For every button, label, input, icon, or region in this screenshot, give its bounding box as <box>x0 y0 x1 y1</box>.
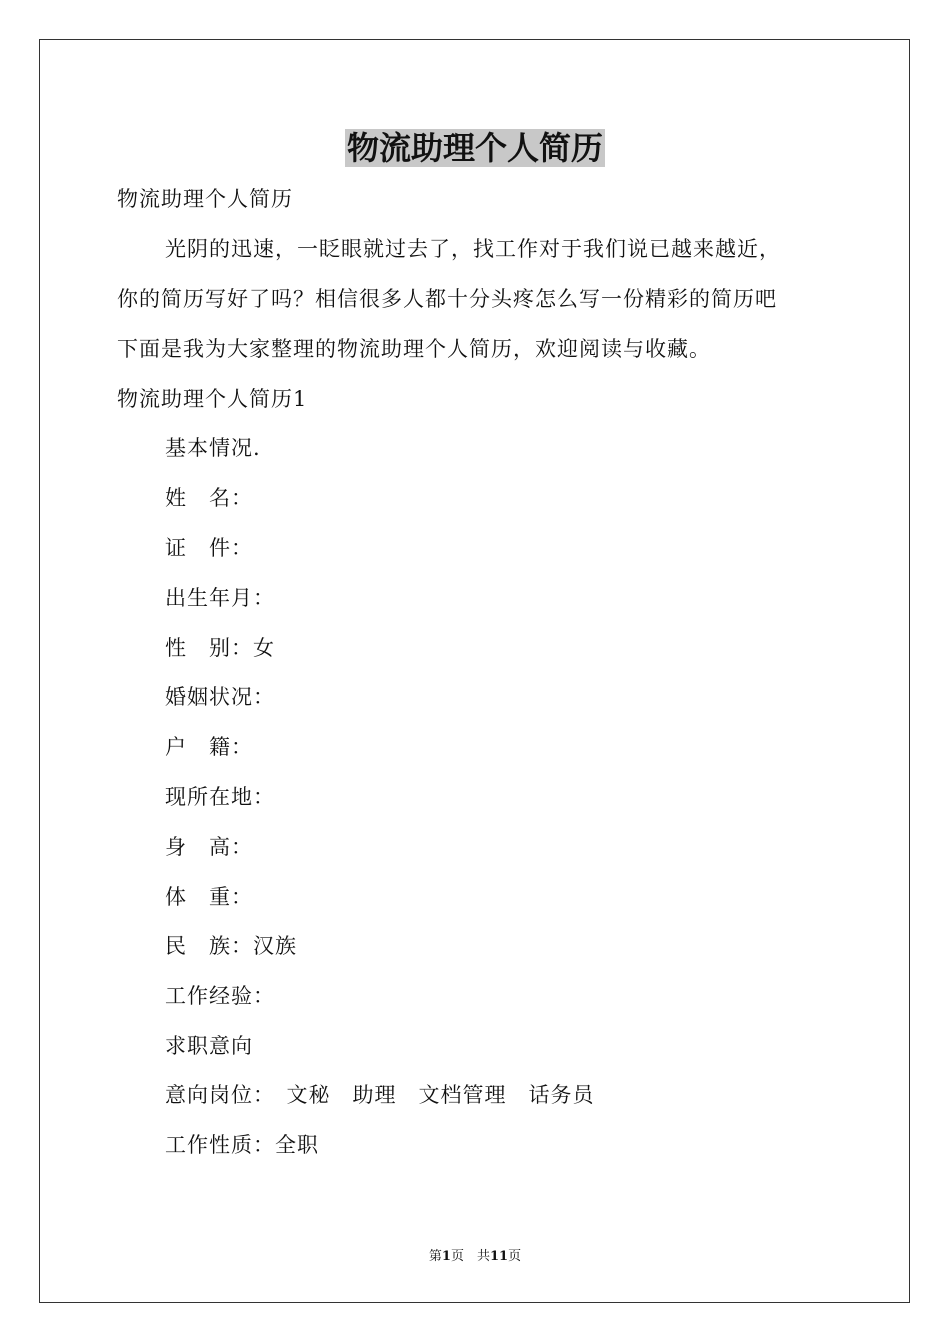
basic-info-heading: 基本情况. <box>165 436 261 460</box>
section-heading-1: 物流助理个人简历1 <box>117 387 308 411</box>
field-experience: 工作经验： <box>165 984 275 1008</box>
footer-page-suffix: 页 共 <box>450 1249 490 1264</box>
field-hukou: 户 籍： <box>165 735 253 759</box>
page-footer <box>0 1248 950 1266</box>
footer-page-number: 1 <box>441 1249 451 1264</box>
intro-line-2: 你的简历写好了吗？相信很多人都十分头疼怎么写一份精彩的简历吧 <box>117 287 777 311</box>
page-border <box>39 39 910 1303</box>
field-id: 证 件： <box>165 536 253 560</box>
document-title <box>0 126 950 170</box>
field-birth: 出生年月： <box>165 586 275 610</box>
footer-total-pages: 11 <box>489 1249 509 1264</box>
field-gender: 性 别：女 <box>165 636 275 660</box>
field-location: 现所在地： <box>165 785 275 809</box>
field-marital: 婚姻状况： <box>165 685 275 709</box>
work-type: 工作性质：全职 <box>165 1133 319 1157</box>
field-name: 姓 名： <box>165 486 253 510</box>
field-ethnicity: 民 族：汉族 <box>165 934 297 958</box>
footer-total-suffix: 页 <box>508 1249 522 1264</box>
document-title-text: 物流助理个人简历 <box>346 129 603 167</box>
document-subtitle: 物流助理个人简历 <box>117 187 293 211</box>
intro-line-3: 下面是我为大家整理的物流助理个人简历，欢迎阅读与收藏。 <box>117 337 711 361</box>
intro-line-1: 光阴的迅速，一眨眼就过去了，找工作对于我们说已越来越近， <box>165 237 781 261</box>
field-weight: 体 重： <box>165 885 253 909</box>
footer-page-prefix: 第 <box>428 1249 442 1264</box>
intent-positions: 意向岗位： 文秘 助理 文档管理 话务员 <box>165 1083 595 1107</box>
intent-heading: 求职意向 <box>165 1034 253 1058</box>
field-height: 身 高： <box>165 835 253 859</box>
